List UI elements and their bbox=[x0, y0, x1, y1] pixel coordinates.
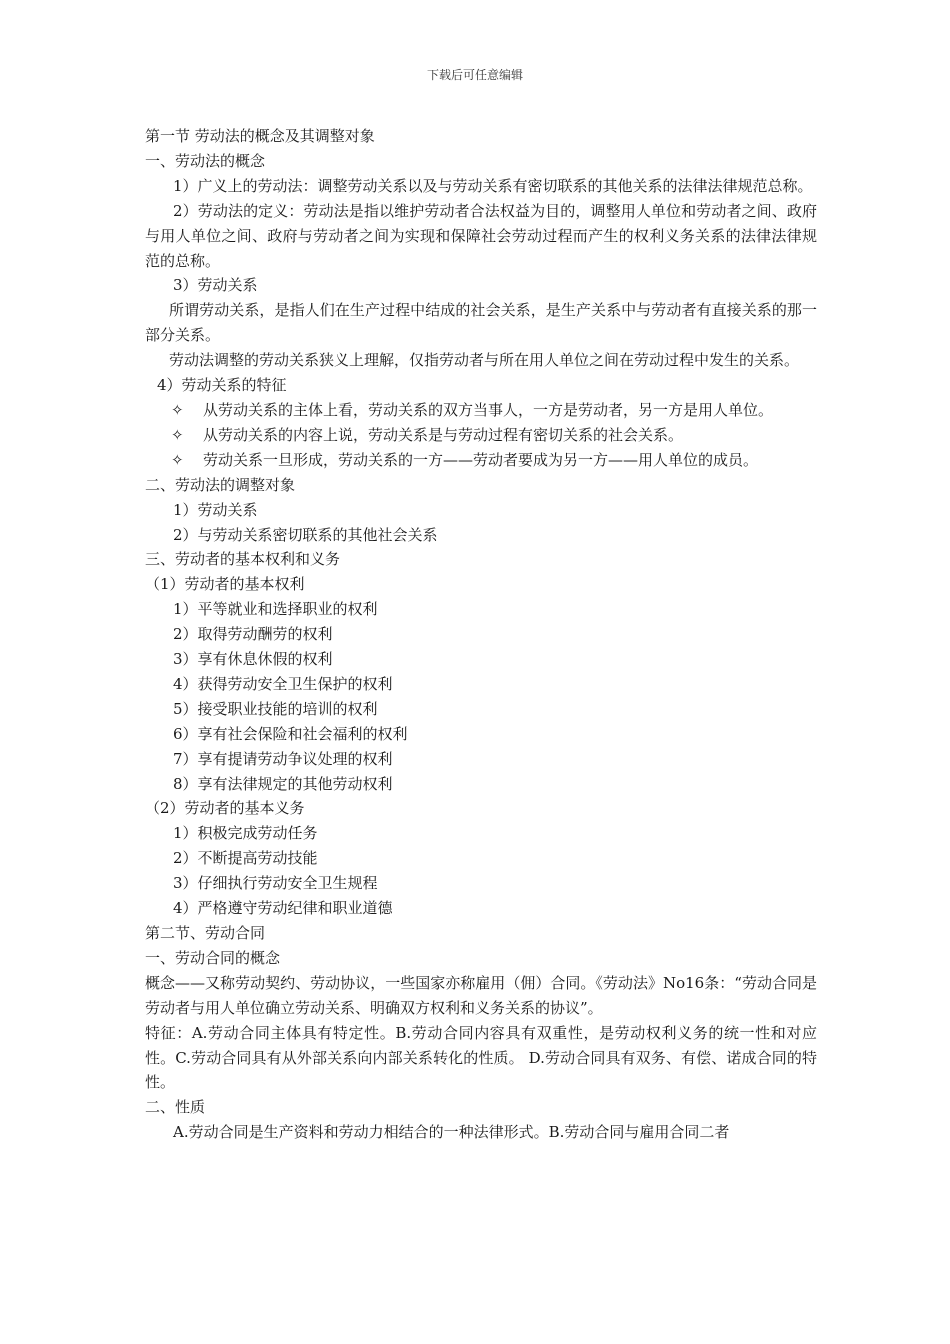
list-item: 2）不断提高劳动技能 bbox=[173, 849, 318, 868]
list-item: 3）享有休息休假的权利 bbox=[173, 650, 333, 669]
paragraph: 2）劳动法的定义：劳动法是指以维护劳动者合法权益为目的，调整用人单位和劳动者之间、政府与用人单位之间、政府与劳动者之间为实现和保障社会劳动过程而产生的权利义务关系的法律法律规范的总称。 bbox=[145, 201, 817, 270]
bullet-item: ✧ 从劳动关系的主体上看，劳动关系的双方当事人，一方是劳动者，另一方是用人单位。 bbox=[145, 398, 817, 423]
list-item: 1）劳动关系 bbox=[173, 500, 258, 519]
list-item: 2）与劳动关系密切联系的其他社会关系 bbox=[173, 525, 438, 544]
paragraph: 劳动法调整的劳动关系狭义上理解，仅指劳动者与所在用人单位之间在劳动过程中发生的关系。 bbox=[169, 351, 800, 370]
heading: 二、劳动法的调整对象 bbox=[145, 475, 296, 494]
list-item: 3）仔细执行劳动安全卫生规程 bbox=[173, 874, 378, 893]
subheading: 3）劳动关系 bbox=[173, 276, 258, 295]
list-item: 6）享有社会保险和社会福利的权利 bbox=[173, 724, 408, 743]
section-title: 第二节、劳动合同 bbox=[145, 924, 266, 942]
paragraph: 所谓劳动关系，是指人们在生产过程中结成的社会关系，是生产关系中与劳动者有直接关系的那一部分关系。 bbox=[145, 301, 817, 345]
list-item: 1）积极完成劳动任务 bbox=[173, 824, 318, 843]
diamond-bullet-icon: ✧ bbox=[171, 450, 184, 469]
bullet-item: ✧ 劳动关系一旦形成，劳动关系的一方——劳动者要成为另一方——用人单位的成员。 bbox=[145, 448, 817, 473]
paragraph: 特征：A.劳动合同主体具有特定性。B.劳动合同内容具有双重性，是劳动权利义务的统一性和对应性。C.劳动合同具有从外部关系向内部关系转化的性质。 D.劳动合同具有双务、有偿、诺成合同的特性。 bbox=[145, 1023, 817, 1092]
paragraph: 概念——又称劳动契约、劳动协议，一些国家亦称雇用（佣）合同。《劳动法》No16条：“劳动合同是劳动者与用人单位确立劳动关系、明确双方权利和义务关系的协议”。 bbox=[145, 973, 817, 1017]
list-item: 2）取得劳动酬劳的权利 bbox=[173, 625, 333, 644]
subheading: （1）劳动者的基本权利 bbox=[145, 575, 305, 594]
paragraph: 1）广义上的劳动法：调整劳动关系以及与劳动关系有密切联系的其他关系的法律法律规范总称。 bbox=[173, 176, 813, 195]
bullet-item: ✧ 从劳动关系的内容上说，劳动关系是与劳动过程有密切关系的社会关系。 bbox=[145, 423, 817, 448]
list-item: 5）接受职业技能的培训的权利 bbox=[173, 699, 378, 718]
page-header: 下载后可任意编辑 bbox=[426, 68, 523, 82]
subheading: 4）劳动关系的特征 bbox=[157, 376, 287, 395]
list-item: 4）严格遵守劳动纪律和职业道德 bbox=[173, 899, 393, 918]
list-item: 1）平等就业和选择职业的权利 bbox=[173, 600, 378, 619]
paragraph: A.劳动合同是生产资料和劳动力相结合的一种法律形式。B.劳动合同与雇用合同二者 bbox=[173, 1123, 730, 1142]
document-body bbox=[145, 124, 817, 1145]
section-title: 第一节 劳动法的概念及其调整对象 bbox=[145, 127, 375, 145]
diamond-bullet-icon: ✧ bbox=[171, 425, 184, 444]
heading: 一、劳动合同的概念 bbox=[145, 948, 281, 967]
list-item: 8）享有法律规定的其他劳动权利 bbox=[173, 774, 393, 793]
diamond-bullet-icon: ✧ bbox=[171, 400, 184, 419]
subheading: （2）劳动者的基本义务 bbox=[145, 799, 305, 818]
heading: 三、劳动者的基本权利和义务 bbox=[145, 550, 341, 569]
heading: 一、劳动法的概念 bbox=[145, 151, 266, 170]
list-item: 4）获得劳动安全卫生保护的权利 bbox=[173, 674, 393, 693]
list-item: 7）享有提请劳动争议处理的权利 bbox=[173, 749, 393, 768]
heading: 二、性质 bbox=[145, 1098, 206, 1117]
